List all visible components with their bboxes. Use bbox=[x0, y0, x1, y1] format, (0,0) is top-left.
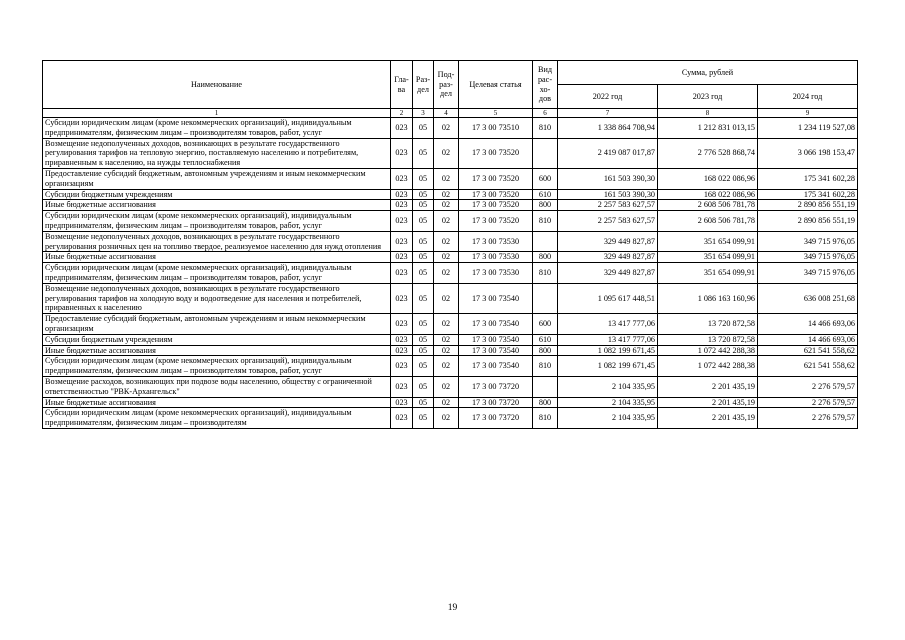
row-name-cell: Иные бюджетные ассигнования bbox=[43, 252, 391, 263]
target-article-cell: 17 3 00 73540 bbox=[459, 356, 533, 377]
sum-2023-cell: 1 072 442 288,38 bbox=[658, 356, 758, 377]
sum-2022-cell: 13 417 777,06 bbox=[558, 314, 658, 335]
target-article-cell: 17 3 00 73520 bbox=[459, 138, 533, 168]
column-number-row bbox=[43, 109, 858, 118]
razdel-cell: 05 bbox=[413, 200, 434, 211]
glava-cell: 023 bbox=[391, 138, 413, 168]
target-article-cell: 17 3 00 73720 bbox=[459, 397, 533, 408]
expense-type-cell: 800 bbox=[533, 397, 558, 408]
target-article-cell: 17 3 00 73510 bbox=[459, 118, 533, 139]
glava-cell: 023 bbox=[391, 200, 413, 211]
expense-type-cell: 810 bbox=[533, 408, 558, 429]
razdel-cell: 05 bbox=[413, 118, 434, 139]
sum-2023-cell: 1 212 831 013,15 bbox=[658, 118, 758, 139]
expense-type-cell bbox=[533, 283, 558, 313]
podrazdel-cell: 02 bbox=[434, 138, 459, 168]
glava-cell: 023 bbox=[391, 397, 413, 408]
sum-2024-cell: 349 715 976,05 bbox=[758, 252, 858, 263]
sum-2024-cell: 175 341 602,28 bbox=[758, 189, 858, 200]
column-number: 2 bbox=[391, 109, 413, 118]
header-glava: Гла-ва bbox=[391, 61, 413, 109]
table-row bbox=[43, 283, 858, 313]
podrazdel-cell: 02 bbox=[434, 397, 459, 408]
table-row bbox=[43, 408, 858, 429]
target-article-cell: 17 3 00 73520 bbox=[459, 211, 533, 232]
row-name-cell: Возмещение недополученных доходов, возникающих в результате государственного регулирования тарифов на тепловую энергию, поставляемую населению и потребителям, приравненным к населению, на нужды теплоснабжения bbox=[43, 138, 391, 168]
podrazdel-cell: 02 bbox=[434, 314, 459, 335]
table-row bbox=[43, 189, 858, 200]
column-number: 8 bbox=[658, 109, 758, 118]
header-name: Наименование bbox=[43, 61, 391, 109]
razdel-cell: 05 bbox=[413, 189, 434, 200]
sum-2022-cell: 13 417 777,06 bbox=[558, 334, 658, 345]
podrazdel-cell: 02 bbox=[434, 334, 459, 345]
header-sum: Сумма, рублей bbox=[558, 61, 858, 85]
glava-cell: 023 bbox=[391, 376, 413, 397]
sum-2023-cell: 2 608 506 781,78 bbox=[658, 200, 758, 211]
expense-type-cell: 810 bbox=[533, 263, 558, 284]
column-number: 3 bbox=[413, 109, 434, 118]
sum-2022-cell: 2 104 335,95 bbox=[558, 408, 658, 429]
sum-2022-cell: 2 104 335,95 bbox=[558, 397, 658, 408]
expense-type-cell: 610 bbox=[533, 334, 558, 345]
target-article-cell: 17 3 00 73540 bbox=[459, 345, 533, 356]
podrazdel-cell: 02 bbox=[434, 263, 459, 284]
table-row bbox=[43, 138, 858, 168]
razdel-cell: 05 bbox=[413, 283, 434, 313]
sum-2024-cell: 2 276 579,57 bbox=[758, 408, 858, 429]
sum-2022-cell: 1 082 199 671,45 bbox=[558, 356, 658, 377]
sum-2022-cell: 2 257 583 627,57 bbox=[558, 200, 658, 211]
expense-type-cell bbox=[533, 138, 558, 168]
podrazdel-cell: 02 bbox=[434, 408, 459, 429]
razdel-cell: 05 bbox=[413, 334, 434, 345]
sum-2024-cell: 1 234 119 527,08 bbox=[758, 118, 858, 139]
table-header bbox=[43, 61, 858, 118]
row-name-cell: Субсидии бюджетным учреждениям bbox=[43, 189, 391, 200]
table-row bbox=[43, 252, 858, 263]
glava-cell: 023 bbox=[391, 168, 413, 189]
podrazdel-cell: 02 bbox=[434, 189, 459, 200]
sum-2022-cell: 1 095 617 448,51 bbox=[558, 283, 658, 313]
razdel-cell: 05 bbox=[413, 397, 434, 408]
table-row bbox=[43, 118, 858, 139]
target-article-cell: 17 3 00 73540 bbox=[459, 283, 533, 313]
sum-2024-cell: 14 466 693,06 bbox=[758, 314, 858, 335]
razdel-cell: 05 bbox=[413, 211, 434, 232]
sum-2023-cell: 13 720 872,58 bbox=[658, 314, 758, 335]
glava-cell: 023 bbox=[391, 408, 413, 429]
table-row bbox=[43, 397, 858, 408]
glava-cell: 023 bbox=[391, 211, 413, 232]
table-body bbox=[43, 118, 858, 429]
razdel-cell: 05 bbox=[413, 168, 434, 189]
row-name-cell: Иные бюджетные ассигнования bbox=[43, 345, 391, 356]
glava-cell: 023 bbox=[391, 231, 413, 252]
column-number: 9 bbox=[758, 109, 858, 118]
sum-2023-cell: 168 022 086,96 bbox=[658, 189, 758, 200]
row-name-cell: Субсидии юридическим лицам (кроме некоммерческих организаций), индивидуальным предпринимателям, физическим лицам – производителям товаров, работ, услуг bbox=[43, 263, 391, 284]
target-article-cell: 17 3 00 73720 bbox=[459, 408, 533, 429]
sum-2023-cell: 2 201 435,19 bbox=[658, 408, 758, 429]
table-row bbox=[43, 334, 858, 345]
podrazdel-cell: 02 bbox=[434, 376, 459, 397]
sum-2022-cell: 329 449 827,87 bbox=[558, 231, 658, 252]
glava-cell: 023 bbox=[391, 356, 413, 377]
glava-cell: 023 bbox=[391, 314, 413, 335]
expense-type-cell: 600 bbox=[533, 168, 558, 189]
podrazdel-cell: 02 bbox=[434, 168, 459, 189]
row-name-cell: Предоставление субсидий бюджетным, автономным учреждениям и иным некоммерческим организациям bbox=[43, 168, 391, 189]
target-article-cell: 17 3 00 73540 bbox=[459, 314, 533, 335]
page-number: 19 bbox=[447, 603, 458, 613]
target-article-cell: 17 3 00 73520 bbox=[459, 200, 533, 211]
sum-2023-cell: 2 608 506 781,78 bbox=[658, 211, 758, 232]
row-name-cell: Возмещение недополученных доходов, возникающих в результате государственного регулирования розничных цен на топливо твердое, реализуемое населению для нужд отопления bbox=[43, 231, 391, 252]
target-article-cell: 17 3 00 73520 bbox=[459, 168, 533, 189]
sum-2023-cell: 351 654 099,91 bbox=[658, 252, 758, 263]
sum-2024-cell: 349 715 976,05 bbox=[758, 231, 858, 252]
target-article-cell: 17 3 00 73530 bbox=[459, 252, 533, 263]
sum-2023-cell: 2 776 528 868,74 bbox=[658, 138, 758, 168]
row-name-cell: Субсидии юридическим лицам (кроме некоммерческих организаций), индивидуальным предпринимателям, физическим лицам – производителям товаров, работ, услуг bbox=[43, 356, 391, 377]
header-2022: 2022 год bbox=[558, 85, 658, 109]
row-name-cell: Субсидии юридическим лицам (кроме некоммерческих организаций), индивидуальным предпринимателям, физическим лицам – производителям bbox=[43, 408, 391, 429]
expense-type-cell: 810 bbox=[533, 211, 558, 232]
column-number: 6 bbox=[533, 109, 558, 118]
razdel-cell: 05 bbox=[413, 356, 434, 377]
expense-type-cell: 800 bbox=[533, 345, 558, 356]
sum-2024-cell: 3 066 198 153,47 bbox=[758, 138, 858, 168]
razdel-cell: 05 bbox=[413, 231, 434, 252]
column-number: 5 bbox=[459, 109, 533, 118]
sum-2024-cell: 14 466 693,06 bbox=[758, 334, 858, 345]
sum-2024-cell: 175 341 602,28 bbox=[758, 168, 858, 189]
row-name-cell: Возмещение недополученных доходов, возникающих в результате государственного регулирования тарифов на холодную воду и водоотведение для населения и потребителей, приравненных к населению bbox=[43, 283, 391, 313]
row-name-cell: Предоставление субсидий бюджетным, автономным учреждениям и иным некоммерческим организациям bbox=[43, 314, 391, 335]
podrazdel-cell: 02 bbox=[434, 252, 459, 263]
sum-2023-cell: 1 072 442 288,38 bbox=[658, 345, 758, 356]
expense-type-cell bbox=[533, 231, 558, 252]
expense-type-cell: 800 bbox=[533, 252, 558, 263]
sum-2023-cell: 351 654 099,91 bbox=[658, 263, 758, 284]
row-name-cell: Субсидии юридическим лицам (кроме некоммерческих организаций), индивидуальным предпринимателям, физическим лицам – производителям товаров, работ, услуг bbox=[43, 211, 391, 232]
razdel-cell: 05 bbox=[413, 138, 434, 168]
row-name-cell: Иные бюджетные ассигнования bbox=[43, 397, 391, 408]
podrazdel-cell: 02 bbox=[434, 231, 459, 252]
sum-2024-cell: 2 890 856 551,19 bbox=[758, 211, 858, 232]
target-article-cell: 17 3 00 73530 bbox=[459, 263, 533, 284]
sum-2023-cell: 168 022 086,96 bbox=[658, 168, 758, 189]
sum-2022-cell: 161 503 390,30 bbox=[558, 168, 658, 189]
table-row bbox=[43, 345, 858, 356]
target-article-cell: 17 3 00 73530 bbox=[459, 231, 533, 252]
table-row bbox=[43, 376, 858, 397]
sum-2024-cell: 621 541 558,62 bbox=[758, 356, 858, 377]
expense-type-cell bbox=[533, 376, 558, 397]
table-row bbox=[43, 263, 858, 284]
podrazdel-cell: 02 bbox=[434, 356, 459, 377]
sum-2024-cell: 2 276 579,57 bbox=[758, 376, 858, 397]
table-row bbox=[43, 356, 858, 377]
sum-2022-cell: 2 257 583 627,57 bbox=[558, 211, 658, 232]
podrazdel-cell: 02 bbox=[434, 283, 459, 313]
budget-table bbox=[42, 60, 858, 429]
row-name-cell: Иные бюджетные ассигнования bbox=[43, 200, 391, 211]
expense-type-cell: 810 bbox=[533, 356, 558, 377]
row-name-cell: Возмещение расходов, возникающих при подвозе воды населению, обществу с ограниченной ответственностью "РВК-Архангельск" bbox=[43, 376, 391, 397]
sum-2022-cell: 329 449 827,87 bbox=[558, 263, 658, 284]
glava-cell: 023 bbox=[391, 334, 413, 345]
header-2024: 2024 год bbox=[758, 85, 858, 109]
sum-2022-cell: 1 338 864 708,94 bbox=[558, 118, 658, 139]
target-article-cell: 17 3 00 73720 bbox=[459, 376, 533, 397]
sum-2024-cell: 2 276 579,57 bbox=[758, 397, 858, 408]
expense-type-cell: 810 bbox=[533, 118, 558, 139]
row-name-cell: Субсидии юридическим лицам (кроме некоммерческих организаций), индивидуальным предпринимателям, физическим лицам – производителям товаров, работ, услуг bbox=[43, 118, 391, 139]
sum-2022-cell: 1 082 199 671,45 bbox=[558, 345, 658, 356]
header-vid: Вид рас-хо-дов bbox=[533, 61, 558, 109]
glava-cell: 023 bbox=[391, 283, 413, 313]
sum-2022-cell: 2 419 087 017,87 bbox=[558, 138, 658, 168]
podrazdel-cell: 02 bbox=[434, 118, 459, 139]
column-number: 1 bbox=[43, 109, 391, 118]
razdel-cell: 05 bbox=[413, 252, 434, 263]
sum-2022-cell: 2 104 335,95 bbox=[558, 376, 658, 397]
header-2023: 2023 год bbox=[658, 85, 758, 109]
razdel-cell: 05 bbox=[413, 345, 434, 356]
sum-2024-cell: 349 715 976,05 bbox=[758, 263, 858, 284]
target-article-cell: 17 3 00 73520 bbox=[459, 189, 533, 200]
sum-2024-cell: 621 541 558,62 bbox=[758, 345, 858, 356]
table-row bbox=[43, 200, 858, 211]
razdel-cell: 05 bbox=[413, 376, 434, 397]
sum-2024-cell: 2 890 856 551,19 bbox=[758, 200, 858, 211]
row-name-cell: Субсидии бюджетным учреждениям bbox=[43, 334, 391, 345]
target-article-cell: 17 3 00 73540 bbox=[459, 334, 533, 345]
sum-2023-cell: 1 086 163 160,96 bbox=[658, 283, 758, 313]
glava-cell: 023 bbox=[391, 345, 413, 356]
table-row bbox=[43, 231, 858, 252]
glava-cell: 023 bbox=[391, 189, 413, 200]
table-row bbox=[43, 211, 858, 232]
podrazdel-cell: 02 bbox=[434, 345, 459, 356]
podrazdel-cell: 02 bbox=[434, 211, 459, 232]
header-podrazdel: Под-раз-дел bbox=[434, 61, 459, 109]
glava-cell: 023 bbox=[391, 118, 413, 139]
sum-2023-cell: 2 201 435,19 bbox=[658, 397, 758, 408]
razdel-cell: 05 bbox=[413, 408, 434, 429]
sum-2022-cell: 329 449 827,87 bbox=[558, 252, 658, 263]
column-number: 7 bbox=[558, 109, 658, 118]
header-razdel: Раз-дел bbox=[413, 61, 434, 109]
sum-2023-cell: 2 201 435,19 bbox=[658, 376, 758, 397]
header-statya: Целевая статья bbox=[459, 61, 533, 109]
column-number: 4 bbox=[434, 109, 459, 118]
expense-type-cell: 610 bbox=[533, 189, 558, 200]
expense-type-cell: 600 bbox=[533, 314, 558, 335]
sum-2023-cell: 13 720 872,58 bbox=[658, 334, 758, 345]
glava-cell: 023 bbox=[391, 252, 413, 263]
expense-type-cell: 800 bbox=[533, 200, 558, 211]
sum-2024-cell: 636 008 251,68 bbox=[758, 283, 858, 313]
table-row bbox=[43, 168, 858, 189]
sum-2023-cell: 351 654 099,91 bbox=[658, 231, 758, 252]
table-row bbox=[43, 314, 858, 335]
razdel-cell: 05 bbox=[413, 314, 434, 335]
razdel-cell: 05 bbox=[413, 263, 434, 284]
sum-2022-cell: 161 503 390,30 bbox=[558, 189, 658, 200]
podrazdel-cell: 02 bbox=[434, 200, 459, 211]
glava-cell: 023 bbox=[391, 263, 413, 284]
